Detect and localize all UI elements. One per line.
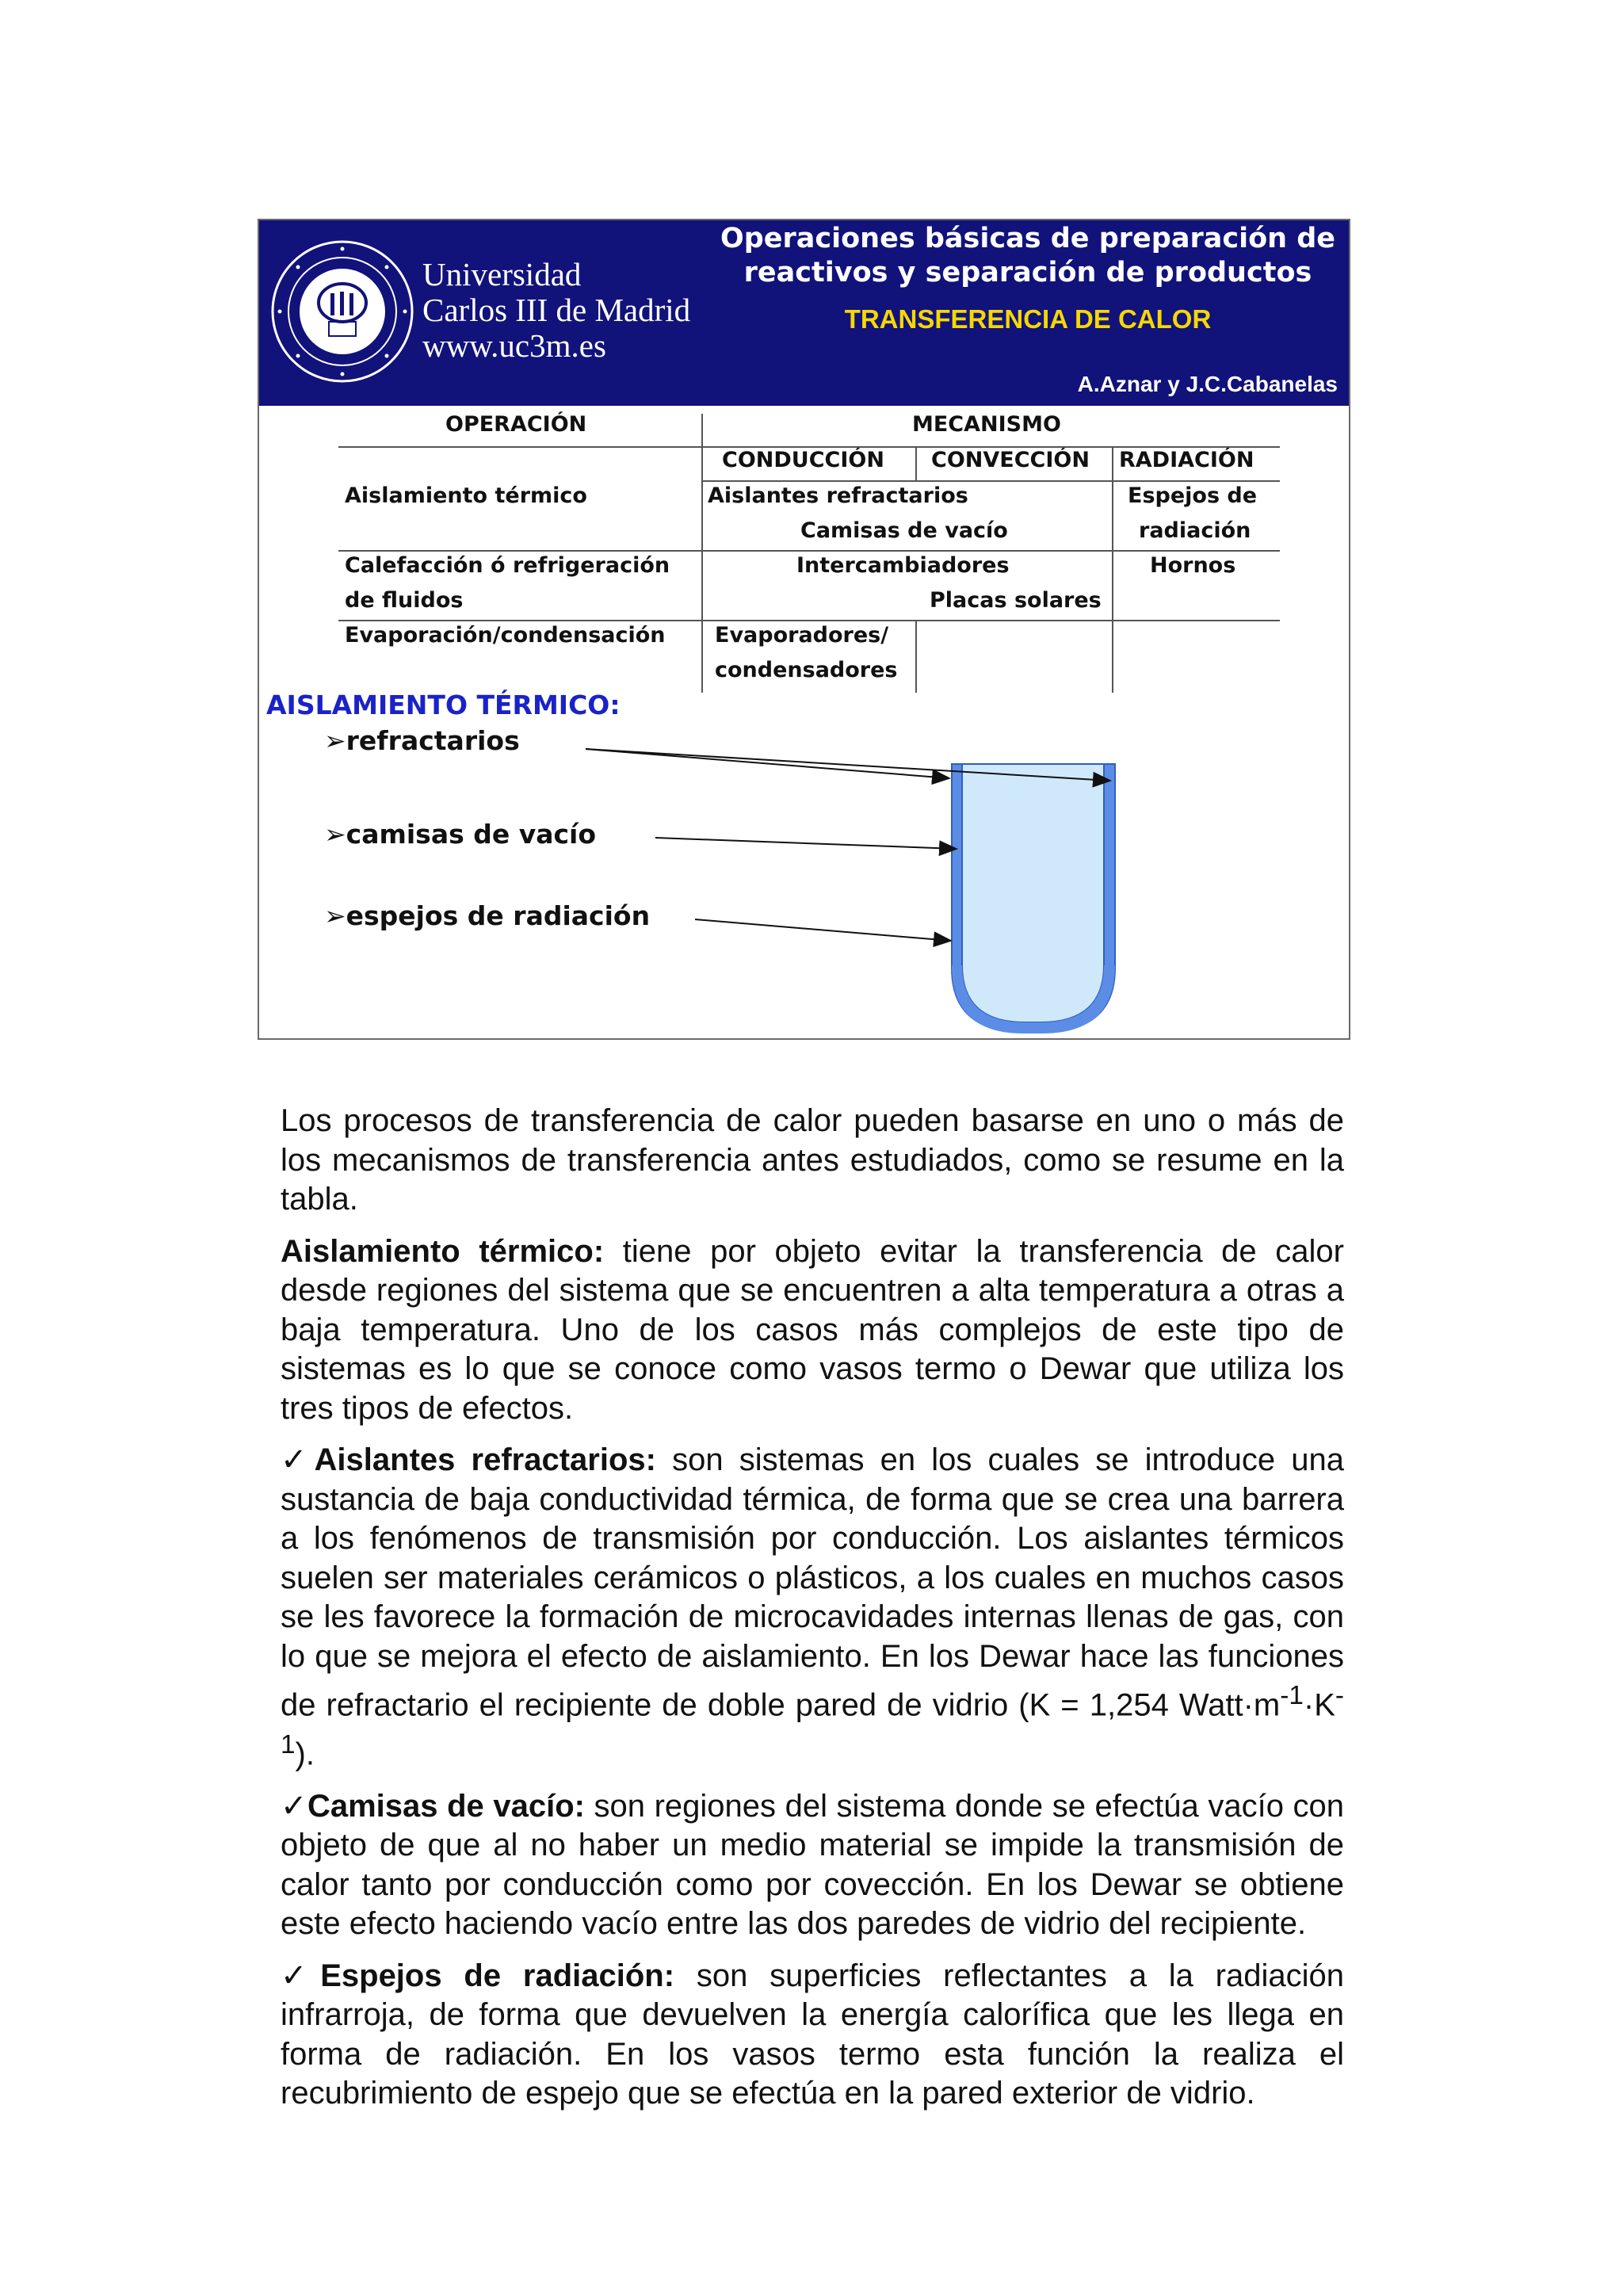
dewar-diagram (259, 220, 1349, 1038)
header-radiacion: RADIACIÓN (1119, 448, 1254, 472)
university-web: www.uc3m.es (422, 327, 606, 364)
arrow-espejos (695, 919, 951, 941)
university-line-1: Universidad (422, 256, 582, 292)
paragraph-intro: Los procesos de transferencia de calor pueden basarse en uno o más de los mecanismos de transferencia antes estudiados, como se resume en la tabla. (281, 1103, 1344, 1217)
header-conduccion: CONDUCCIÓN (722, 448, 884, 472)
check-icon: ✓ (281, 1788, 307, 1824)
row3-conduccion-line-2: condensadores (715, 658, 898, 682)
topic-title: TRANSFERENCIA DE CALOR (844, 304, 1212, 334)
bullet-marker-icon: ➢ (324, 725, 346, 756)
paragraph-camisas-text: son regiones del sistema donde se efectúa vacío con objeto de que al no haber un medio material se impide la transmisión de calor tanto por conducción como por covección. En los Dewar se obtiene este efecto haciendo vacío entre las dos paredes de vidrio del recipiente. (281, 1788, 1345, 1942)
course-title-line-2: reactivos y separación de productos (743, 257, 1312, 288)
paragraph-aislamiento (281, 1232, 1344, 1429)
paragraph-aislantes-label: Aislantes refractarios: (314, 1442, 656, 1477)
paragraph-aislantes (281, 1441, 1344, 1775)
superscript: -1 (281, 1681, 1344, 1759)
course-title-line-1: Operaciones básicas de preparación de (720, 223, 1336, 254)
row1-conveccion: Camisas de vacío (800, 518, 1008, 543)
check-icon: ✓ (281, 1958, 321, 1993)
paragraph-camisas-label: Camisas de vacío: (307, 1788, 585, 1824)
row2-radiacion: Hornos (1150, 553, 1236, 578)
row1-radiacion-line-1: Espejos de (1128, 483, 1258, 508)
paragraph-espejos-label: Espejos de radiación: (320, 1958, 675, 1993)
paragraph-aislamiento-label: Aislamiento térmico: (281, 1233, 605, 1269)
paragraph-aislantes-unit: ·K (1303, 1687, 1335, 1723)
bullet-refractarios-label: refractarios (346, 725, 520, 756)
row2-conveccion: Placas solares (930, 588, 1102, 613)
row2-operation-line-1: Calefacción ó refrigeración (345, 553, 670, 578)
paragraph-aislamiento-text: tiene por objeto evitar la transferencia de calor desde regiones del sistema que se encuentren a alta temperatura a otras a baja temperatura. Uno de los casos más complejos de este tipo de sistemas es lo que se conoce como vasos termo o Dewar que utiliza los tres tipos de efectos. (281, 1233, 1344, 1426)
paragraph-espejos (281, 1957, 1344, 2114)
row2-conduccion: Intercambiadores (796, 553, 1010, 578)
paragraph-aislantes-text: son sistemas en los cuales se introduce una sustancia de baja conductividad térmica, de forma que se crea una barrera a los fenómenos de transmisión por conducción. Los aislantes térmicos suelen ser materiales cerámicos o plásticos, a los cuales en muchos casos se les favorece la formación de microcavidades internas llenas de gas, con lo que se mejora el efecto de aislamiento. En los Dewar hace las funciones de refractario el recipiente de doble pared de vidrio (K = 1,254 Watt·m (281, 1442, 1345, 1723)
university-line-2: Carlos III de Madrid (422, 292, 691, 328)
header-operacion: OPERACIÓN (445, 412, 587, 437)
bullet-espejos-label: espejos de radiación (346, 900, 651, 931)
header-mecanismo: MECANISMO (912, 412, 1061, 437)
superscript: -1 (1280, 1681, 1304, 1710)
bullet-marker-icon: ➢ (324, 900, 346, 931)
aislamiento-heading: AISLAMIENTO TÉRMICO: (266, 690, 621, 720)
row1-operation: Aislamiento térmico (345, 483, 587, 508)
row3-operation: Evaporación/condensación (345, 623, 666, 648)
row1-conduccion: Aislantes refractarios (708, 483, 968, 508)
dewar-inner-liquid (962, 764, 1104, 1022)
row2-operation-line-2: de fluidos (345, 588, 464, 613)
bullet-camisas-label: camisas de vacío (346, 819, 597, 850)
slide-frame (258, 219, 1350, 1040)
check-icon: ✓ (281, 1442, 315, 1477)
body-text (281, 1102, 1344, 2126)
paragraph-aislantes-end: ). (295, 1736, 315, 1772)
row3-conduccion-line-1: Evaporadores/ (715, 623, 889, 648)
row1-radiacion-line-2: radiación (1139, 518, 1251, 543)
header-conveccion: CONVECCIÓN (931, 448, 1090, 472)
paragraph-espejos-text: son superficies reflectantes a la radiación infrarroja, de forma que devuelven la energía calorífica que les llega en forma de radiación. En los vasos termo esta función la realiza el recubrimiento de espejo que se efectúa en la pared exterior de vidrio. (281, 1958, 1345, 2111)
arrow-refractarios-1 (586, 749, 949, 778)
paragraph-camisas (281, 1787, 1344, 1944)
authors: A.Aznar y J.C.Cabanelas (1077, 372, 1338, 396)
arrow-camisas (655, 838, 957, 849)
bullet-marker-icon: ➢ (324, 819, 346, 850)
